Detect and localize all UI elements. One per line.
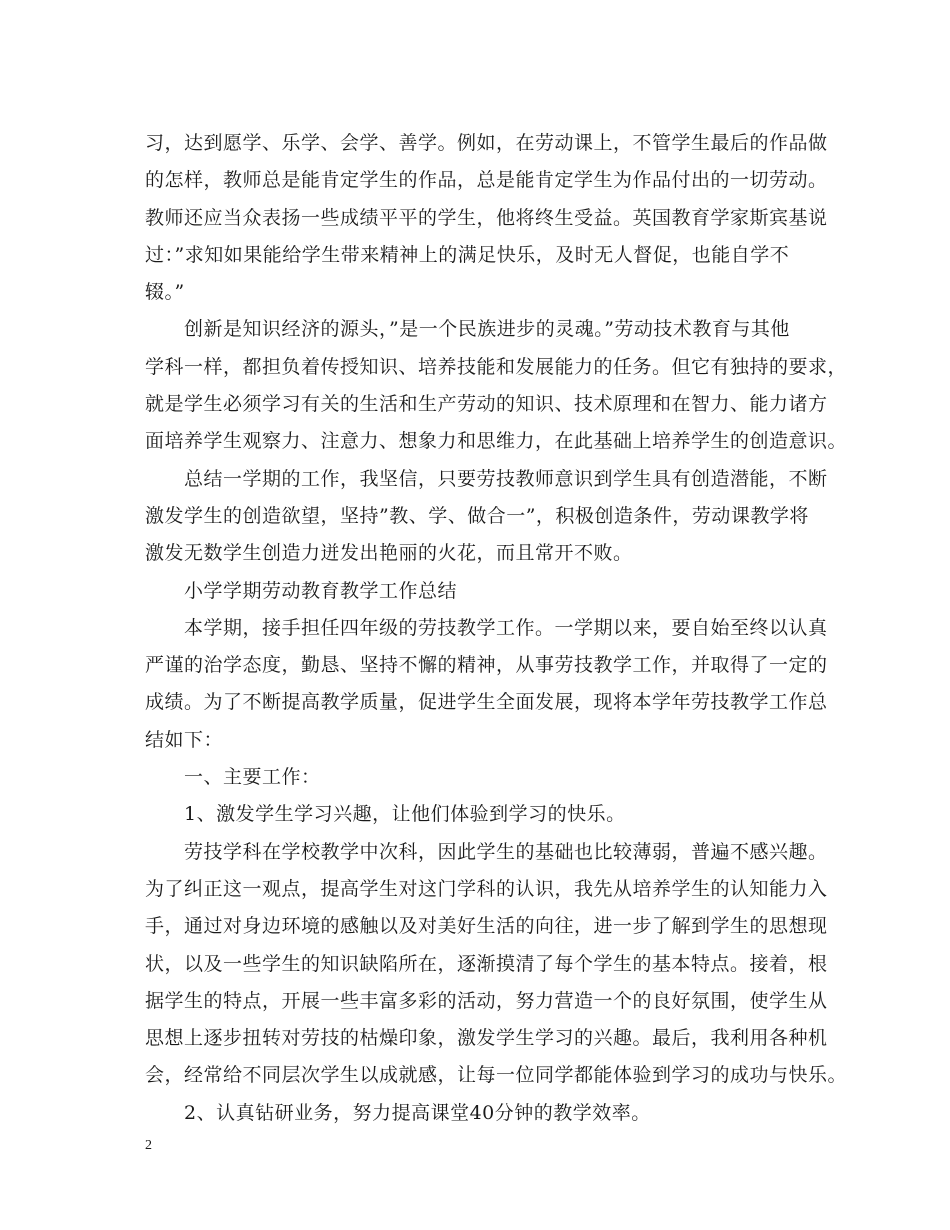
text-line: 据学生的特点，开展一些丰富多彩的活动，努力营造一个的良好氛围，使学生从 <box>145 989 828 1012</box>
text-line: 教师还应当众表扬一些成绩平平的学生，他将终生受益。英国教育学家斯宾基说 <box>145 206 828 229</box>
subheading: 1、激发学生学习兴趣，让他们体验到学习的快乐。 <box>145 803 626 826</box>
page-number: 2 <box>145 1138 152 1153</box>
subheading: 2、认真钻研业务，努力提高课堂40分钟的教学效率。 <box>145 1101 651 1124</box>
text-line: 严谨的治学态度，勤恳、坚持不懈的精神，从事劳技教学工作，并取得了一定的 <box>145 654 828 677</box>
text-line: 辍。” <box>145 281 185 304</box>
text-line: 本学期，接手担任四年级的劳技教学工作。一学期以来，要自始至终以认真 <box>145 616 828 639</box>
text-line: 手，通过对身边环境的感触以及对美好生活的向往，进一步了解到学生的思想现 <box>145 915 828 938</box>
text-line: 劳技学科在学校教学中次科，因此学生的基础也比较薄弱，普遍不感兴趣。 <box>145 840 828 863</box>
text-line: 结如下： <box>145 728 224 751</box>
text-line: 习，达到愿学、乐学、会学、善学。例如，在劳动课上，不管学生最后的作品做 <box>145 132 828 154</box>
text-line: 创新是知识经济的源头，”是一个民族进步的灵魂。”劳动技术教育与其他 <box>145 318 790 341</box>
text-line: 总结一学期的工作，我坚信，只要劳技教师意识到学生具有创造潜能，不断 <box>145 467 828 490</box>
section-heading: 小学学期劳动教育教学工作总结 <box>145 579 458 602</box>
text-line: 就是学生必须学习有关的生活和生产劳动的知识、技术原理和在智力、能力诸方 <box>145 393 828 416</box>
text-line: 激发无数学生创造力迸发出艳丽的火花，而且常开不败。 <box>145 542 633 565</box>
text-line: 过：”求知如果能给学生带来精神上的满足快乐，及时无人督促，也能自学不 <box>145 243 790 266</box>
body-text <box>145 125 848 1132</box>
text-line: 成绩。为了不断提高教学质量，促进学生全面发展，现将本学年劳技教学工作总 <box>145 691 828 714</box>
text-line: 的怎样，教师总是能肯定学生的作品，总是能肯定学生为作品付出的一切劳动。 <box>145 169 828 192</box>
text-line: 思想上逐步扭转对劳技的枯燥印象，激发学生学习的兴趣。最后，我利用各种机 <box>145 1027 828 1050</box>
text-line: 学科一样，都担负着传授知识、培养技能和发展能力的任务。但它有独持的要求， <box>145 355 848 378</box>
text-line: 为了纠正这一观点，提高学生对这门学科的认识，我先从培养学生的认知能力入 <box>145 877 828 900</box>
text-line: 面培养学生观察力、注意力、想象力和思维力，在此基础上培养学生的创造意识。 <box>145 430 848 453</box>
text-line: 状，以及一些学生的知识缺陷所在，逐渐摸清了每个学生的基本特点。接着，根 <box>145 952 828 975</box>
text-line: 激发学生的创造欲望，坚持”教、学、做合一”，积极创造条件，劳动课教学将 <box>145 504 809 527</box>
subheading: 一、主要工作： <box>145 766 321 789</box>
text-line: 会，经常给不同层次学生以成就感，让每一位同学都能体验到学习的成功与快乐。 <box>145 1064 848 1087</box>
